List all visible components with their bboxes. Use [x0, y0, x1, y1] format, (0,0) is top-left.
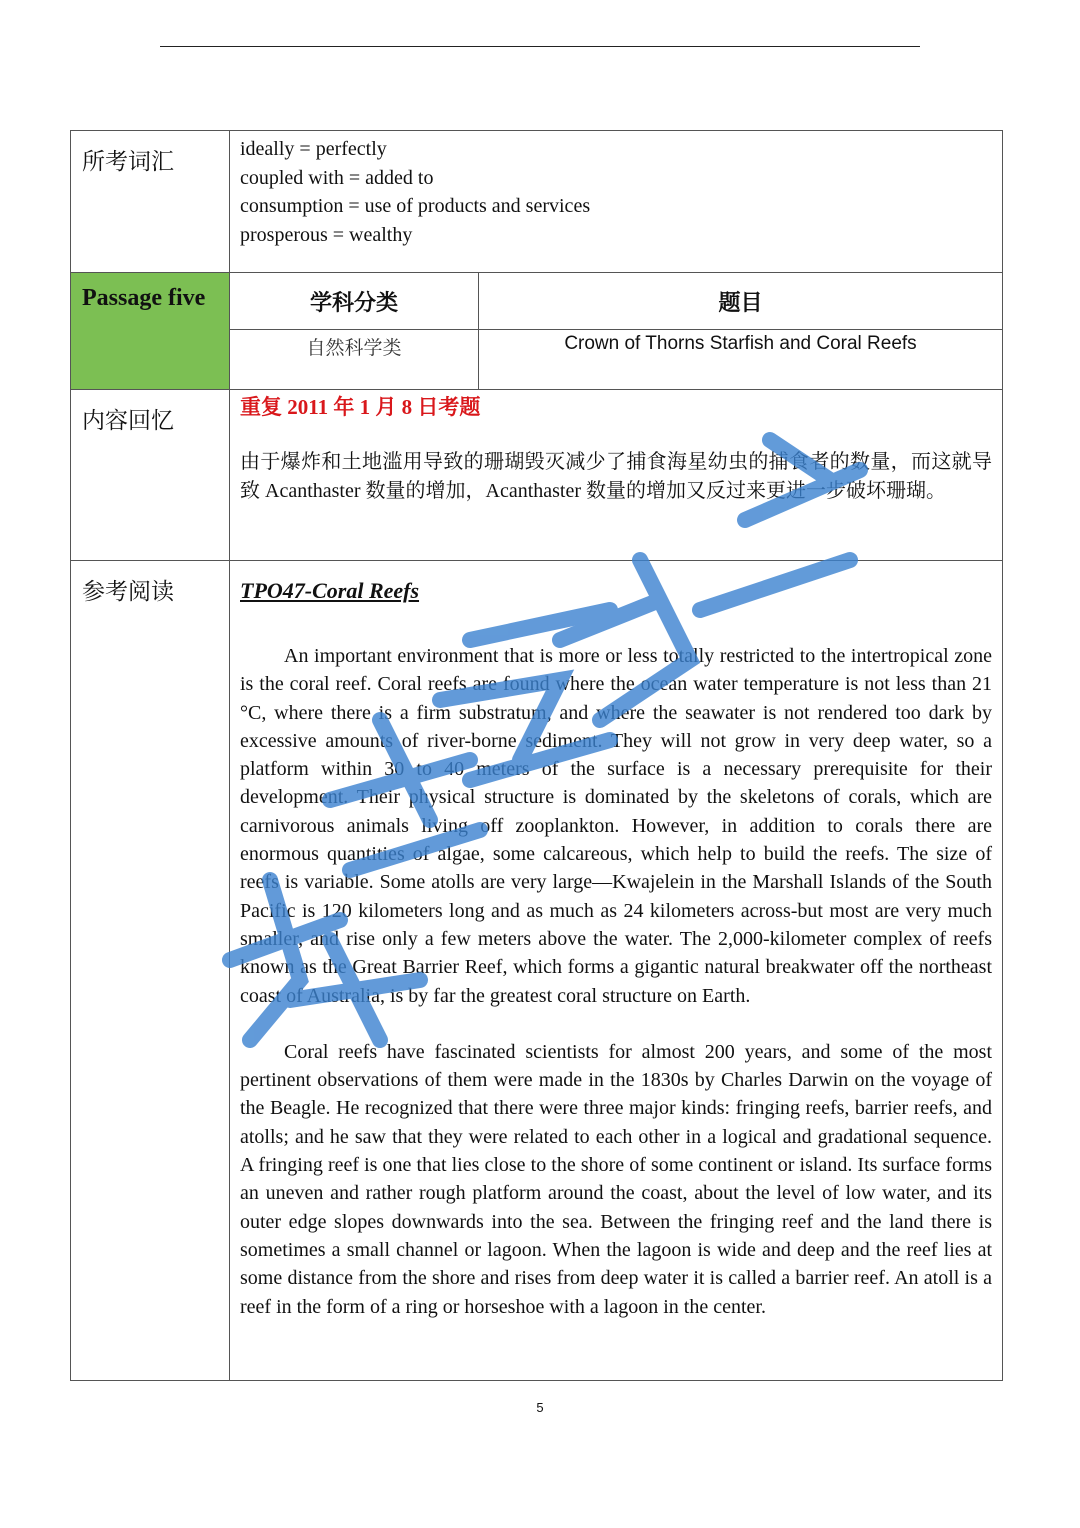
- passage-info: [230, 273, 1003, 390]
- recall-row: [71, 390, 1003, 561]
- header-rule: [160, 46, 920, 47]
- vocab-item: consumption = use of products and services: [240, 195, 591, 217]
- vocab-list: [230, 131, 1003, 273]
- reading-paragraph: An important environment that is more or less totally restricted to the intertropical zone is the coral reef. Coral reefs are found where the ocean water temperature is not less than 21 °C, where there is a firm substratum, and where the seawater is not rendered too dark by excessive amounts of river-borne sediment. They will not grow in very deep water, so a platform within 30 to 40 meters of the surface is a necessary prerequisite for their development. Their physical structure is dominated by the skeletons of corals, which are carnivorous animals living off zooplankton. However, in addition to corals there are enormous quantities of algae, some calcareous, which help to build the reefs. The size of reefs is variable. Some atolls are very large—Kwajelein in the Marshall Islands of the South Pacific is 120 kilometers long and as much as 24 kilometers across-but most are very much smaller, and rise only a few meters above the water. The 2,000-kilometer complex of reefs known as the Great Barrier Reef, which forms a gigantic natural breakwater off the northeast coast of Australia, is by far the greatest coral structure on Earth.: [240, 645, 992, 1007]
- reading-content: [230, 561, 1003, 1381]
- passage-label: Passage five: [82, 285, 206, 311]
- page-number: 5: [536, 1400, 544, 1415]
- passage-info-table: [230, 273, 1002, 389]
- subject-value: 自然科学类: [230, 330, 479, 390]
- subject-header: 学科分类: [230, 273, 479, 330]
- vocab-label: 所考词汇: [71, 131, 230, 273]
- reading-paragraph: Coral reefs have fascinated scientists for almost 200 years, and some of the most pertinent observations of them were made in the 1830s by Charles Darwin on the voyage of the Beagle. He recognized that there were three major kinds: fringing reefs, barrier reefs, and atolls; and he saw that they were related to each other in a logical and gradational sequence. A fringing reef is one that lies close to the shore of some continent or island. Its surface forms an uneven and rather rough platform around the coast, about the level of low water, and its outer edge slopes downwards into the sea. Between the fringing reef and the land there is sometimes a small channel or lagoon. When the lagoon is wide and deep and the reef lies at some distance from the shore and rises from deep water it is called a barrier reef. An atoll is a reef in the form of a ring or horseshoe with a lagoon in the center.: [240, 1040, 992, 1318]
- passage-table: [70, 130, 1003, 1381]
- reading-row: [71, 561, 1003, 1381]
- passage-label-cell: [71, 273, 230, 390]
- topic-header: 题目: [479, 273, 1003, 330]
- reading-title: TPO47-Coral Reefs: [240, 578, 420, 603]
- topic-value: Crown of Thorns Starfish and Coral Reefs: [564, 333, 917, 354]
- vocab-row: [71, 131, 1003, 273]
- reading-label: 参考阅读: [71, 561, 230, 1381]
- vocab-item: prosperous = wealthy: [240, 223, 413, 246]
- repeat-note: 重复 2011 年 1 月 8 日考题: [240, 395, 481, 419]
- vocab-item: ideally = perfectly: [240, 138, 387, 160]
- recall-label: 内容回忆: [71, 390, 230, 561]
- vocab-item: coupled with = added to: [240, 166, 434, 189]
- passage-row: [71, 273, 1003, 390]
- recall-content: [230, 390, 1003, 561]
- recall-text: 由于爆炸和土地滥用导致的珊瑚毁灭减少了捕食海星幼虫的捕食者的数量，而这就导致 Acanthaster 数量的增加，Acanthaster 数量的增加又反过来更进一步破坏珊瑚。: [240, 451, 992, 502]
